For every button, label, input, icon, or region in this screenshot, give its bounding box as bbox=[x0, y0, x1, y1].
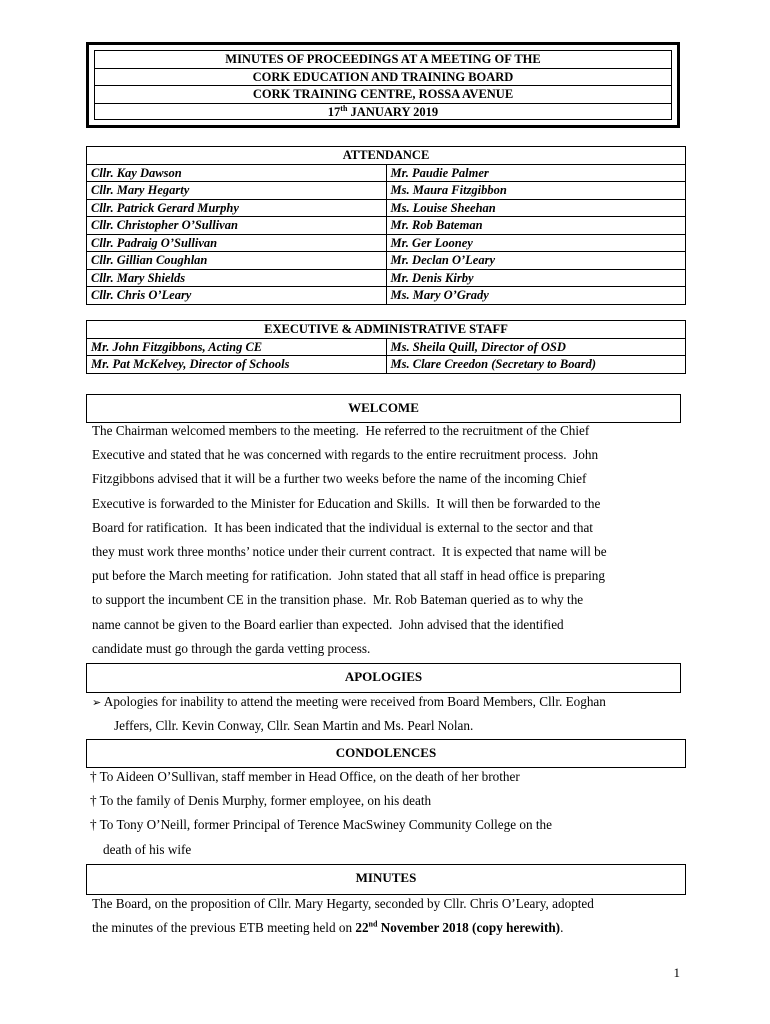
attendee-right: Ms. Maura Fitzgibbon bbox=[386, 182, 686, 200]
welcome-line: put before the March meeting for ratification. John stated that all staff in head office is preparing bbox=[92, 568, 605, 584]
welcome-line: The Chairman welcomed members to the meeting. He referred to the recruitment of the Chief bbox=[92, 423, 590, 438]
attendee-left: Cllr. Mary Hegarty bbox=[87, 182, 387, 200]
arrow-bullet-icon: ➢ bbox=[92, 696, 102, 709]
attendance-table bbox=[86, 146, 686, 305]
welcome-line: candidate must go through the garda vetting process. bbox=[92, 640, 371, 656]
welcome-heading: WELCOME bbox=[86, 394, 681, 423]
attendance-row bbox=[87, 252, 686, 270]
attendee-left: Cllr. Chris O’Leary bbox=[87, 287, 387, 305]
title-box bbox=[86, 42, 680, 128]
title-inner bbox=[94, 50, 672, 120]
minutes-date-rest: November 2018 (copy herewith) bbox=[377, 920, 561, 935]
attendance-heading: ATTENDANCE bbox=[87, 147, 686, 165]
welcome-line: Fitzgibbons advised that it will be a further two weeks before the name of the incoming Chief bbox=[92, 471, 587, 487]
staff-left: Mr. Pat McKelvey, Director of Schools bbox=[87, 356, 387, 374]
welcome-line: Executive and stated that he was concerned with regards to the entire recruitment process. John bbox=[92, 447, 599, 463]
attendee-right: Mr. Declan O’Leary bbox=[386, 252, 686, 270]
attendance-row bbox=[87, 199, 686, 217]
apologies-line-1 bbox=[92, 690, 692, 715]
apologies-text-1: Apologies for inability to attend the meeting were received from Board Members, Cllr. Eoghan bbox=[103, 694, 606, 709]
title-date bbox=[95, 104, 671, 121]
staff-row bbox=[87, 356, 686, 374]
attendee-left: Cllr. Gillian Coughlan bbox=[87, 252, 387, 270]
attendee-left: Cllr. Patrick Gerard Murphy bbox=[87, 199, 387, 217]
condolence-continuation: death of his wife bbox=[103, 842, 192, 857]
page-number: 1 bbox=[673, 965, 680, 980]
attendance-row bbox=[87, 164, 686, 182]
attendance-row bbox=[87, 217, 686, 235]
staff-right: Ms. Clare Creedon (Secretary to Board) bbox=[386, 356, 686, 374]
date-sup: th bbox=[340, 103, 348, 113]
attendee-right: Ms. Mary O’Grady bbox=[386, 287, 686, 305]
welcome-line: to support the incumbent CE in the transition phase. Mr. Rob Bateman queried as to why the bbox=[92, 592, 584, 608]
attendance-row bbox=[87, 182, 686, 200]
title-line-2: CORK EDUCATION AND TRAINING BOARD bbox=[95, 69, 671, 87]
welcome-line: Executive is forwarded to the Minister for Education and Skills. It will then be forwarded to the bbox=[92, 495, 601, 511]
attendee-left: Cllr. Kay Dawson bbox=[87, 164, 387, 182]
attendee-left: Cllr. Christopher O’Sullivan bbox=[87, 217, 387, 235]
attendee-right: Ms. Louise Sheehan bbox=[386, 199, 686, 217]
condolences-list bbox=[90, 765, 690, 838]
welcome-line: Board for ratification. It has been indicated that the individual is external to the sector and that bbox=[92, 519, 593, 535]
date-day: 17 bbox=[327, 104, 341, 119]
minutes-line-1: The Board, on the proposition of Cllr. Mary Hegarty, seconded by Cllr. Chris O’Leary, adopted bbox=[92, 896, 594, 911]
minutes-date-day: 22 bbox=[355, 920, 369, 935]
apologies-heading: APOLOGIES bbox=[86, 663, 681, 693]
date-rest: JANUARY 2019 bbox=[347, 104, 439, 119]
condolence-item: † To Aideen O’Sullivan, staff member in Head Office, on the death of her brother bbox=[90, 769, 520, 784]
staff-row bbox=[87, 338, 686, 356]
welcome-paragraph bbox=[92, 419, 682, 661]
welcome-line: they must work three months’ notice under their current contract. It is expected that name will be bbox=[92, 544, 607, 560]
staff-table bbox=[86, 320, 686, 374]
apologies-line-2: Jeffers, Cllr. Kevin Conway, Cllr. Sean Martin and Ms. Pearl Nolan. bbox=[114, 718, 474, 733]
attendance-row bbox=[87, 234, 686, 252]
minutes-heading: MINUTES bbox=[86, 864, 686, 895]
attendee-left: Cllr. Padraig O’Sullivan bbox=[87, 234, 387, 252]
staff-right: Ms. Sheila Quill, Director of OSD bbox=[386, 338, 686, 356]
condolence-item: † To Tony O’Neill, former Principal of Terence MacSwiney Community College on the bbox=[90, 817, 552, 833]
attendance-row bbox=[87, 287, 686, 305]
minutes-date-sup: nd bbox=[368, 919, 378, 929]
minutes-line-2 bbox=[92, 916, 682, 940]
condolence-item: † To the family of Denis Murphy, former employee, on his death bbox=[90, 793, 432, 809]
title-line-1: MINUTES OF PROCEEDINGS AT A MEETING OF THE bbox=[95, 51, 671, 69]
minutes-line-2-start: the minutes of the previous ETB meeting held on bbox=[92, 920, 356, 935]
attendee-right: Mr. Rob Bateman bbox=[386, 217, 686, 235]
staff-left: Mr. John Fitzgibbons, Acting CE bbox=[87, 338, 387, 356]
minutes-line-2-end: . bbox=[560, 920, 564, 935]
attendee-right: Mr. Denis Kirby bbox=[386, 269, 686, 287]
attendee-right: Mr. Paudie Palmer bbox=[386, 164, 686, 182]
attendee-right: Mr. Ger Looney bbox=[386, 234, 686, 252]
title-line-3: CORK TRAINING CENTRE, ROSSA AVENUE bbox=[95, 86, 671, 104]
staff-heading: EXECUTIVE & ADMINISTRATIVE STAFF bbox=[87, 321, 686, 339]
attendance-row bbox=[87, 269, 686, 287]
attendee-left: Cllr. Mary Shields bbox=[87, 269, 387, 287]
welcome-line: name cannot be given to the Board earlier than expected. John advised that the identified bbox=[92, 616, 564, 632]
condolences-heading: CONDOLENCES bbox=[86, 739, 686, 768]
